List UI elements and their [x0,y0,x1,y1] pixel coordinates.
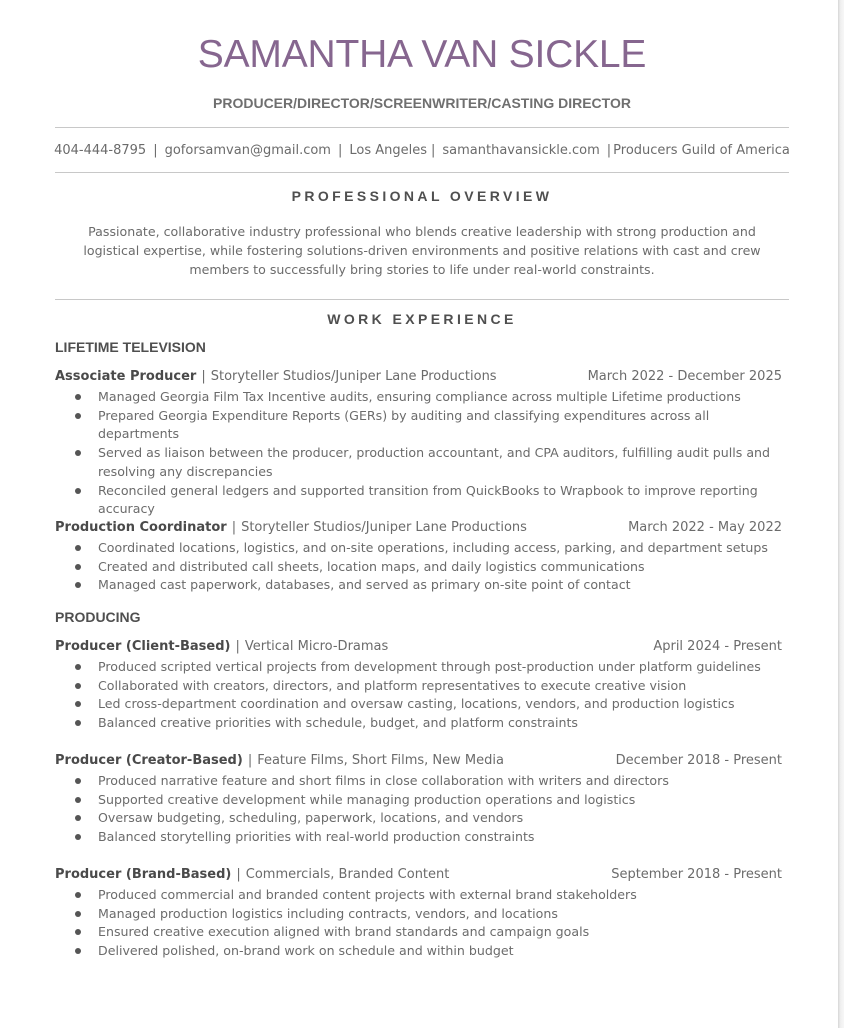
candidate-roles: PRODUCER/DIRECTOR/SCREENWRITER/CASTING DIRECTOR [213,95,631,111]
phone-number: 404-444-8795 [54,143,147,158]
job-dates: March 2022 - May 2022 [628,520,782,535]
bullet-item [55,714,782,733]
bullet-dot-icon [75,582,81,588]
section-title-overview: PROFESSIONAL OVERVIEW [291,188,553,204]
separator: | [431,143,436,158]
bullet-dot-icon [75,450,81,456]
page-edge-shadow [838,0,844,1028]
job-dates: September 2018 - Present [611,867,782,882]
job-bullets [55,772,782,847]
bullet-item [55,658,782,677]
job-company: Storyteller Studios/Juniper Lane Productions [210,369,497,384]
bullet-dot-icon [75,948,81,954]
bullet-dot-icon [75,797,81,803]
bullet-item [55,772,782,791]
bullet-dot-icon [75,892,81,898]
divider [55,299,789,300]
bullet-item [55,444,782,481]
email-link[interactable]: goforsamvan@gmail.com [164,143,331,158]
separator: | [337,143,343,158]
website-link[interactable]: samanthavansickle.com [442,143,600,158]
bullet-item [55,886,782,905]
job-title: Associate Producer [55,369,197,384]
affiliation: Producers Guild of America [613,143,790,158]
location: Los Angeles [349,143,427,158]
job-header [55,865,782,884]
bullet-text: Collaborated with creators, directors, and platform representatives to execute creative vision [98,677,687,693]
bullet-item [55,695,782,714]
bullet-dot-icon [75,929,81,935]
bullet-dot-icon [75,834,81,840]
job-title: Producer (Brand-Based) [55,867,232,882]
bullet-text: Managed cast paperwork, databases, and served as primary on-site point of contact [98,577,631,593]
org-heading: LIFETIME TELEVISION [55,339,206,355]
bullet-text: Managed production logistics including contracts, vendors, and locations [98,905,558,921]
separator: | [606,143,612,158]
divider [55,127,789,128]
bullet-text: Supported creative development while managing production operations and logistics [98,791,636,807]
bullet-text: Coordinated locations, logistics, and on-site operations, including access, parking, and department setups [98,540,768,555]
job-title: Producer (Client-Based) [55,639,231,654]
job-header [55,751,782,770]
job-company: Storyteller Studios/Juniper Lane Productions [241,520,527,535]
bullet-item [55,677,782,696]
bullet-item [55,905,782,924]
job-entry [55,518,782,595]
bullet-dot-icon [75,701,81,707]
bullet-dot-icon [75,664,81,670]
bullet-item [55,388,782,407]
bullet-text: Reconciled general ledgers and supported transition from QuickBooks to Wrapbook to improve reporting accuracy [98,482,758,517]
job-header [55,637,782,656]
bullet-text: Prepared Georgia Expenditure Reports (GERs) by auditing and classifying expenditures across all departments [98,407,710,442]
job-bullets [55,539,782,595]
bullet-dot-icon [75,488,81,494]
job-bullets [55,886,782,961]
contact-line [0,142,844,159]
bullet-item [55,576,782,595]
bullet-text: Created and distributed call sheets, location maps, and daily logistics communications [98,558,645,574]
candidate-name: SAMANTHA VAN SICKLE [197,33,647,76]
separator: | [247,753,253,768]
job-bullets [55,388,782,519]
job-title: Production Coordinator [55,520,227,535]
bullet-dot-icon [75,911,81,917]
bullet-dot-icon [75,413,81,419]
bullet-text: Balanced creative priorities with schedule, budget, and platform constraints [98,715,578,731]
separator: | [236,867,241,882]
bullet-text: Managed Georgia Film Tax Incentive audits, ensuring compliance across multiple Lifetime productions [98,389,741,404]
separator: | [201,369,206,384]
bullet-dot-icon [75,815,81,821]
bullet-dot-icon [75,778,81,784]
bullet-text: Led cross-department coordination and oversaw casting, locations, vendors, and production logistics [98,696,735,712]
separator: | [153,143,158,158]
separator: | [231,520,237,535]
bullet-item [55,923,782,942]
job-header [55,367,782,386]
job-company: Vertical Micro-Dramas [244,639,389,654]
bullet-text: Ensured creative execution aligned with brand standards and campaign goals [98,924,590,940]
job-dates: March 2022 - December 2025 [587,369,782,384]
bullet-dot-icon [75,394,81,400]
divider [55,172,789,173]
job-title: Producer (Creator-Based) [55,753,243,768]
bullet-dot-icon [75,564,81,570]
bullet-text: Delivered polished, on-brand work on schedule and within budget [98,943,514,959]
bullet-item [55,791,782,810]
job-company: Feature Films, Short Films, New Media [257,753,504,768]
overview-text: Passionate, collaborative industry professional who blends creative leadership with strong production and logistical expertise, while fostering solutions-driven environments and positive relations with cast and crew members to successfully bring stories to life under real-world constraints. [83,224,761,277]
job-dates: December 2018 - Present [615,753,782,768]
bullet-dot-icon [75,683,81,689]
job-company: Commercials, Branded Content [245,867,450,882]
bullet-item [55,407,782,444]
bullet-dot-icon [75,720,81,726]
job-entry [55,865,782,961]
job-entry [55,637,782,733]
bullet-text: Served as liaison between the producer, production accountant, and CPA auditors, fulfilling audit pulls and resolving any discrepancies [98,445,771,479]
job-dates: April 2024 - Present [653,639,782,654]
bullet-text: Balanced storytelling priorities with real-world production constraints [98,829,535,845]
bullet-item [55,942,782,961]
bullet-item [55,558,782,577]
job-entry [55,751,782,847]
bullet-text: Produced scripted vertical projects from development through post-production under platform guidelines [98,659,761,674]
bullet-item [55,482,782,519]
job-bullets [55,658,782,733]
bullet-item [55,828,782,847]
bullet-item [55,539,782,558]
bullet-dot-icon [75,545,81,551]
bullet-text: Produced commercial and branded content projects with external brand stakeholders [98,887,637,902]
org-heading: PRODUCING [55,609,141,625]
bullet-text: Produced narrative feature and short films in close collaboration with writers and directors [98,773,669,788]
section-title-experience: WORK EXPERIENCE [327,311,517,327]
job-entry [55,367,782,519]
job-header [55,518,782,537]
bullet-item [55,809,782,828]
separator: | [235,639,240,654]
bullet-text: Oversaw budgeting, scheduling, paperwork, locations, and vendors [98,810,524,826]
